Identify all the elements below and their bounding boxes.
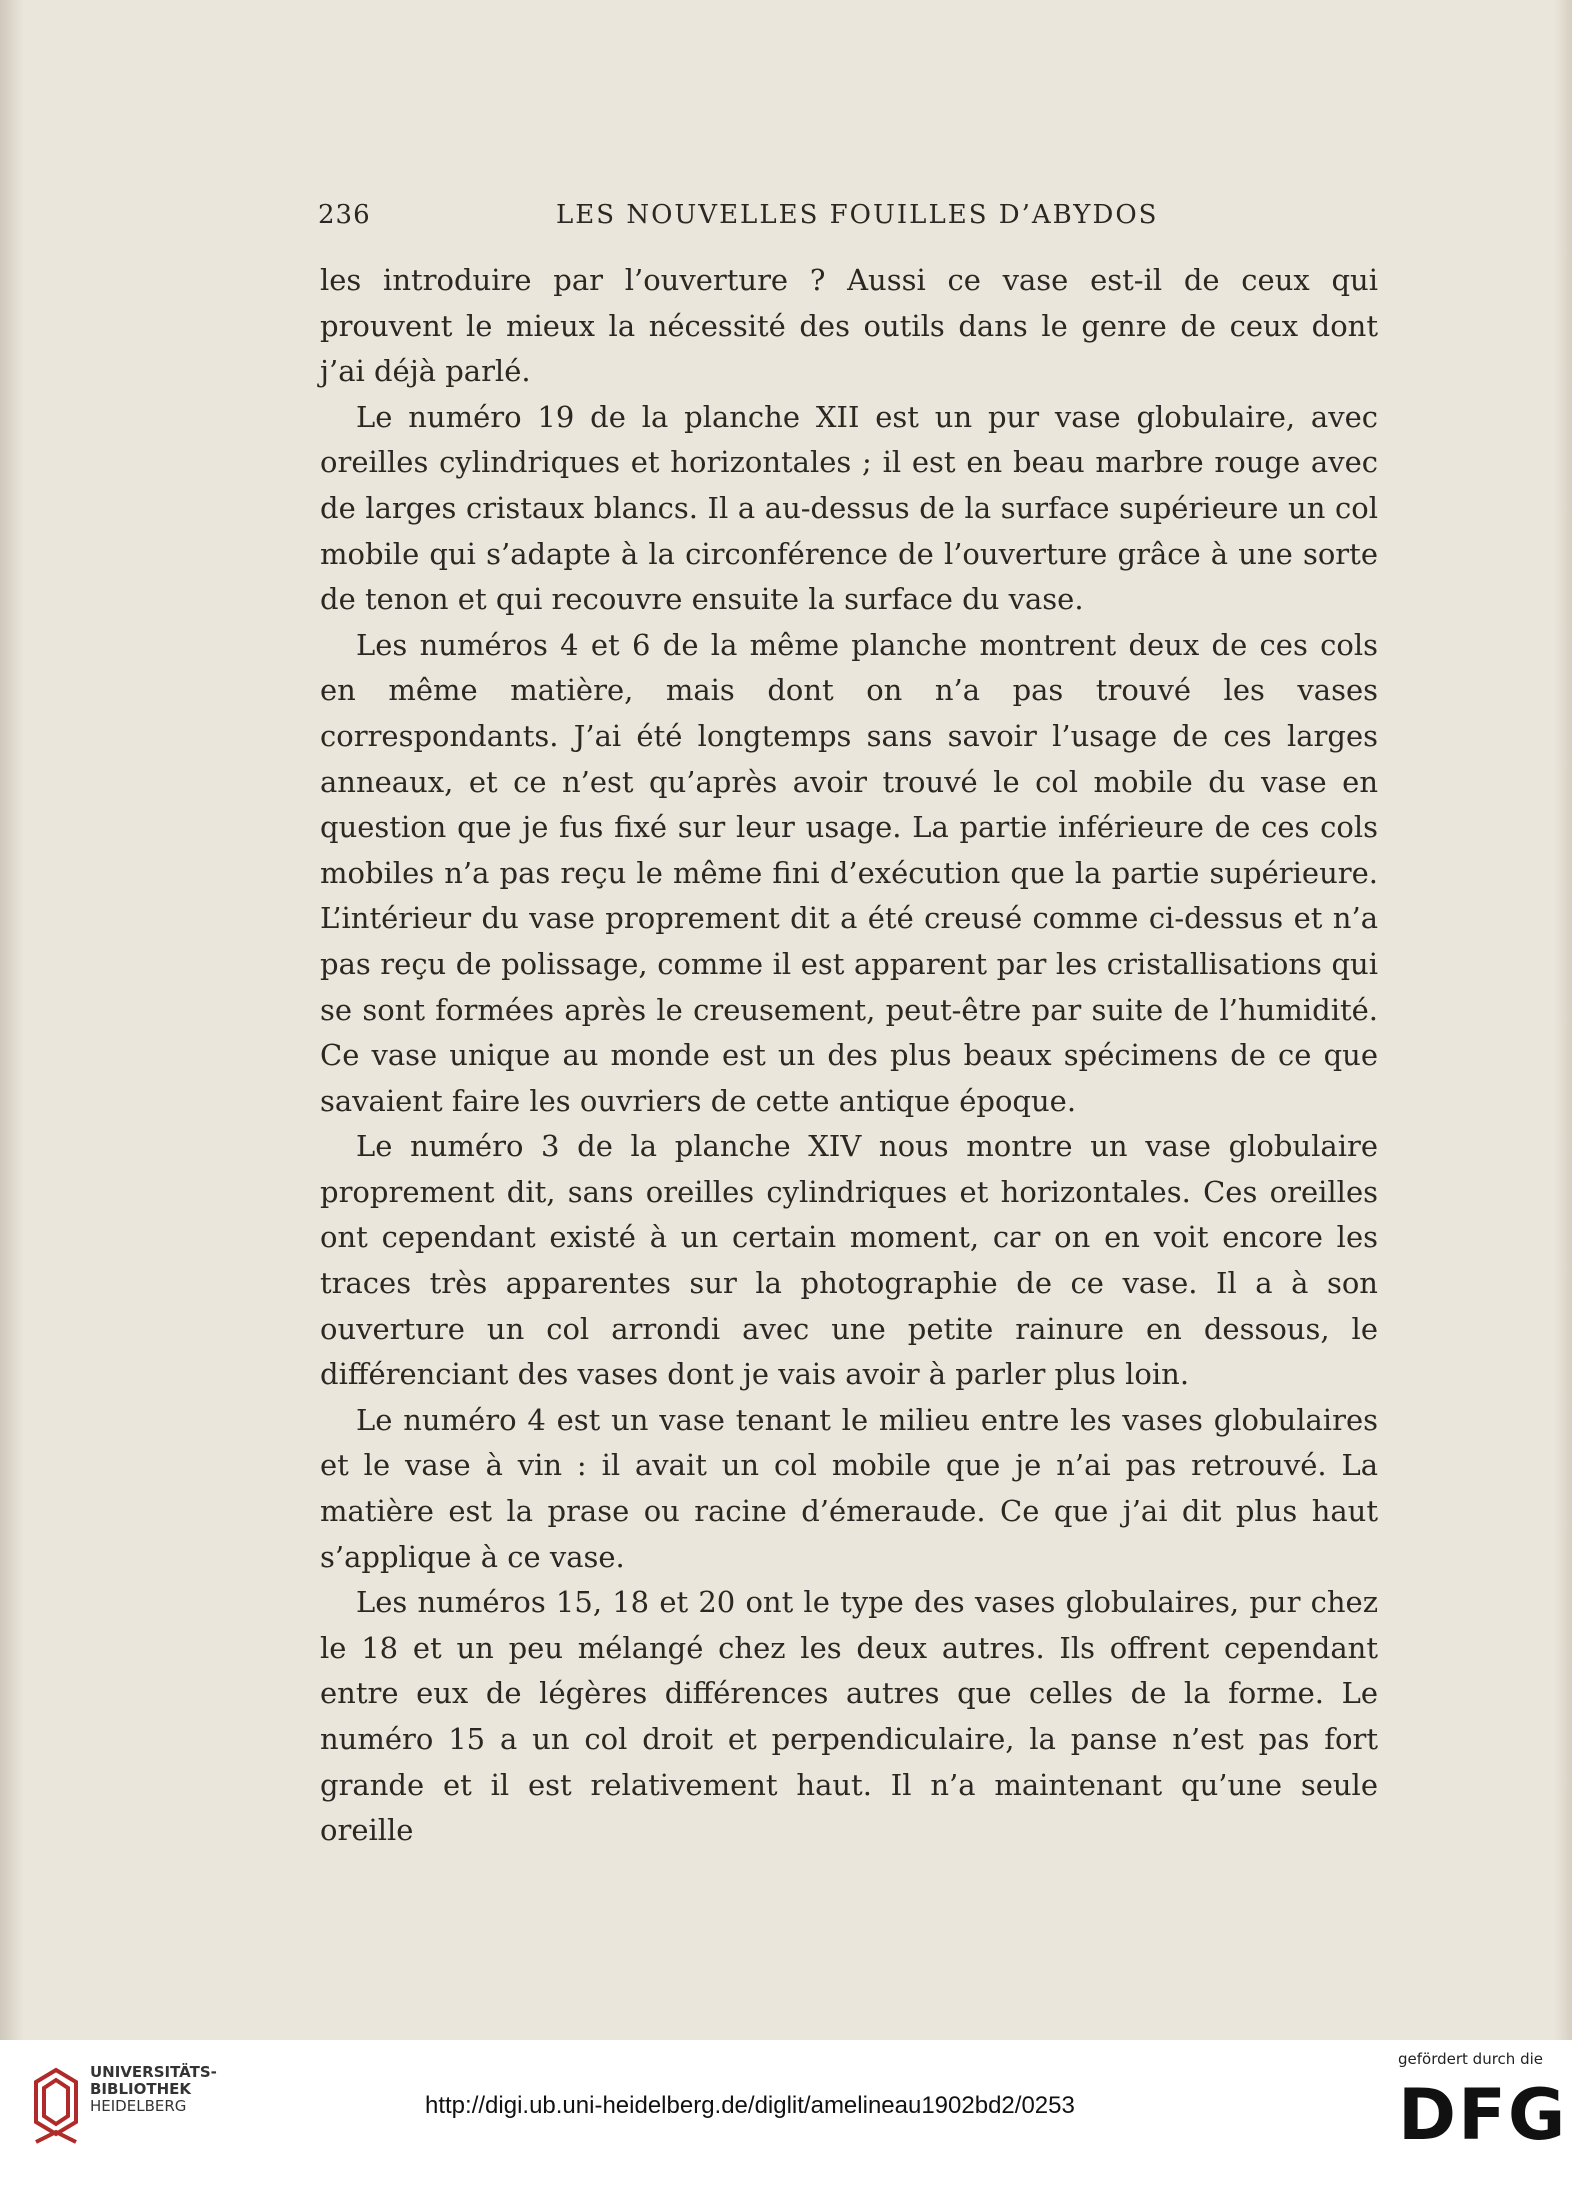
library-name-line3: HEIDELBERG [90, 2097, 187, 2115]
paragraph-6: Les numéros 15, 18 et 20 ont le type des vases globulaires, pur chez le 18 et un peu mélangé chez les deux autres. Ils offrent cependant entre eux de légères différences autres que celles de la forme. Le numéro 15 a un col droit et perpendiculaire, la panse n’est pas fort grande et il est relativement haut. Il n’a maintenant qu’une seule oreille [320, 1585, 1378, 1848]
paragraph-3: Les numéros 4 et 6 de la même planche montrent deux de ces cols en même matière, mais dont on n’a pas trouvé les vases correspondants. J’ai été longtemps sans savoir l’usage de ces larges anneaux, et ce n’est qu’après avoir trouvé le col mobile du vase en question que je fus fixé sur leur usage. La partie inférieure de ces cols mobiles n’a pas reçu le même fini d’exécution que la partie supérieure. L’intérieur du vase proprement dit a été creusé comme ci-dessus et n’a pas reçu de polissage, comme il est apparent par les cristallisations qui se sont formées après le creusement, peut-être par suite de l’humidité. Ce vase unique au monde est un des plus beaux spécimens de ce que savaient faire les ouvriers de cette antique époque. [320, 627, 1378, 1118]
scan-edge-right [1554, 0, 1572, 2040]
dfg-logo: DFG [1398, 2074, 1568, 2156]
library-name-line1: UNIVERSITÄTS- [90, 2063, 217, 2081]
paragraph-5: Le numéro 4 est un vase tenant le milieu entre les vases globulaires et le vase à vin : il avait un col mobile que je n’ai pas retrouvé. La matière est la prase ou racine d’émeraude. Ce que j’ai dit plus haut s’applique à ce vase. [320, 1402, 1378, 1574]
library-name-line2: BIBLIOTHEK [90, 2080, 191, 2098]
paragraph-2: Le numéro 19 de la planche XII est un pur vase globulaire, avec oreilles cylindriques et horizontales ; il est en beau marbre rouge avec de larges cristaux blancs. Il a au-dessus de la surface supérieure un col mobile qui s’adapte à la circonférence de l’ouverture grâce à une sorte de tenon et qui recouvre ensuite la surface du vase. [320, 399, 1378, 617]
page-number: 236 [318, 200, 371, 230]
paragraph-4: Le numéro 3 de la planche XIV nous montre un vase globulaire proprement dit, sans oreilles cylindriques et horizontales. Ces oreilles ont cependant existé à un certain moment, car on en voit encore les traces très apparentes sur la photographie de ce vase. Il a à son ouverture un col arrondi avec une petite rainure en dessous, le différenciant des vases dont je vais avoir à parler plus loin. [320, 1129, 1378, 1392]
footer-bar [0, 2040, 1572, 2187]
permalink-url[interactable]: http://digi.ub.uni-heidelberg.de/diglit/amelineau1902bd2/0253 [425, 2092, 1075, 2119]
running-title: LES NOUVELLES FOUILLES D’ABYDOS [556, 200, 1159, 230]
university-library-logo-icon [30, 2062, 82, 2150]
funding-caption: gefördert durch die [1398, 2050, 1543, 2068]
body-text [320, 258, 1378, 1854]
scan-edge-left [0, 0, 24, 2040]
university-library-name [90, 2064, 217, 2115]
paragraph-1: les introduire par l’ouverture ? Aussi ce vase est-il de ceux qui prouvent le mieux la nécessité des outils dans le genre de ceux dont j’ai déjà parlé. [320, 263, 1378, 389]
running-head [318, 200, 1378, 240]
